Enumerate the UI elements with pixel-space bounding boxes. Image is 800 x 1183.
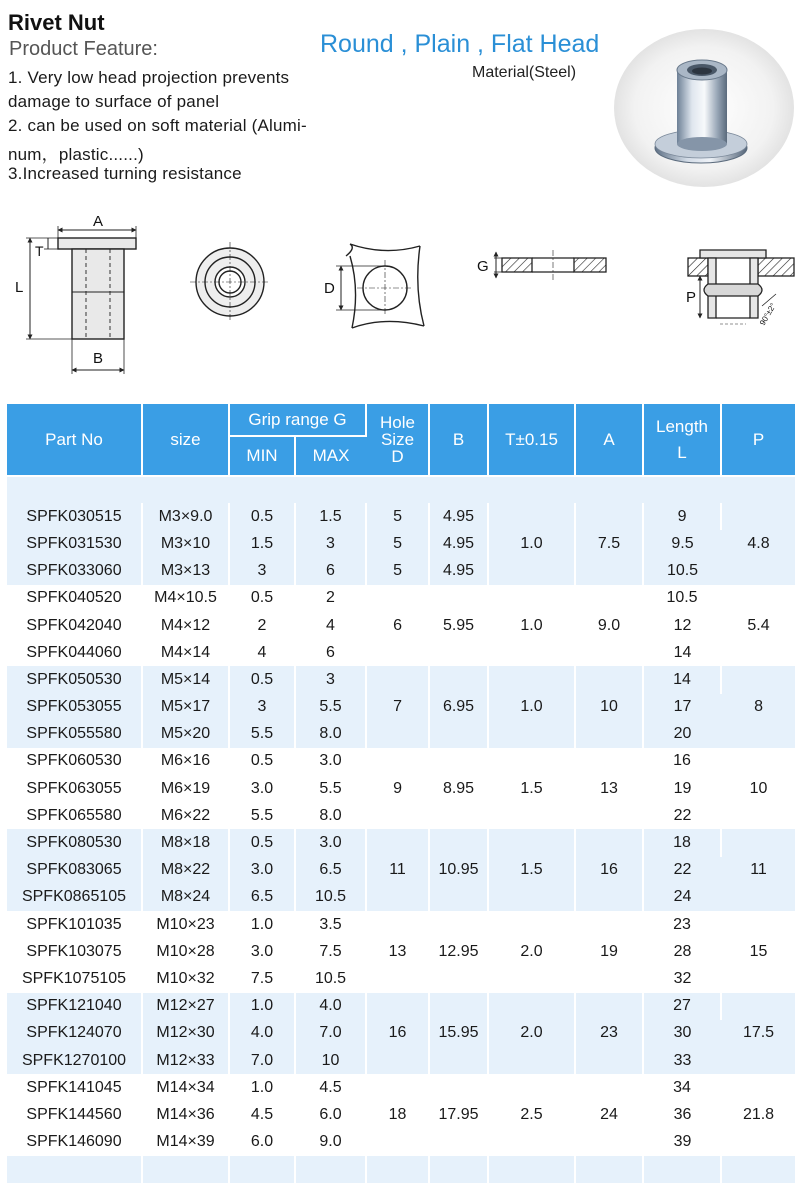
cell-t: 1.5 (488, 748, 575, 830)
product-subtitle: Round , Plain , Flat Head (320, 30, 600, 58)
cell-size: M3×13 (142, 558, 229, 585)
cell-p: 17.5 (721, 993, 795, 1075)
cell-length: 39 (643, 1129, 721, 1156)
cell-p: 10 (721, 748, 795, 830)
cell-size: M12×27 (142, 993, 229, 1020)
cell-length: 28 (643, 938, 721, 965)
rivet-nut-photo (613, 28, 795, 188)
cell-length: 36 (643, 1101, 721, 1128)
cell-grip-max: 3.5 (295, 911, 366, 938)
dim-label-t: T (35, 243, 44, 259)
table-end-row (7, 1156, 795, 1183)
grip-section-drawing (494, 250, 606, 280)
cell-part-no: SPFK141045 (7, 1074, 142, 1101)
cell-size: M6×16 (142, 748, 229, 775)
cell-size: M6×22 (142, 802, 229, 829)
cell-size: M5×17 (142, 694, 229, 721)
header-hole-line3: D (391, 447, 404, 466)
cell-grip-min: 0.5 (229, 585, 295, 612)
cell-grip-min: 5.5 (229, 721, 295, 748)
header-b: B (429, 404, 488, 476)
cell-b: 4.95 (429, 558, 488, 585)
cell-hole-size: 9 (366, 748, 429, 830)
cell-size: M14×36 (142, 1101, 229, 1128)
cell-part-no: SPFK083065 (7, 857, 142, 884)
header-grip-max: MAX (295, 436, 366, 476)
spec-table (7, 404, 795, 1183)
table-row (7, 558, 795, 585)
cell-size: M10×32 (142, 965, 229, 992)
table-row (7, 585, 795, 612)
header-a: A (575, 404, 643, 476)
cell-part-no: SPFK124070 (7, 1020, 142, 1047)
cell-b: 4.95 (429, 503, 488, 530)
cell-part-no: SPFK033060 (7, 558, 142, 585)
cell-length: 9 (643, 503, 721, 530)
cell-hole-size: 7 (366, 666, 429, 748)
cell-size: M14×34 (142, 1074, 229, 1101)
cell-grip-max: 4.5 (295, 1074, 366, 1101)
cell-part-no: SPFK121040 (7, 993, 142, 1020)
cell-grip-min: 3.0 (229, 775, 295, 802)
cell-length: 34 (643, 1074, 721, 1101)
table-row (7, 993, 795, 1020)
header-length-line2: L (677, 442, 687, 462)
cell-a: 24 (575, 1074, 643, 1156)
feature-heading: Product Feature: (9, 38, 158, 60)
cell-b: 8.95 (429, 748, 488, 830)
cell-grip-min: 1.0 (229, 993, 295, 1020)
cell-grip-max: 5.5 (295, 694, 366, 721)
cell-p: 5.4 (721, 585, 795, 667)
table-row (7, 530, 795, 557)
cell-grip-max: 4.0 (295, 993, 366, 1020)
cell-part-no: SPFK146090 (7, 1129, 142, 1156)
header-hole-line2: Size (380, 430, 415, 449)
cell-hole-size: 6 (366, 585, 429, 667)
technical-drawings (0, 200, 800, 390)
cell-part-no: SPFK044060 (7, 639, 142, 666)
cell-length: 24 (643, 884, 721, 911)
cell-part-no: SPFK065580 (7, 802, 142, 829)
header-hole-line1: Hole (380, 413, 415, 432)
cell-grip-min: 7.5 (229, 965, 295, 992)
cell-part-no: SPFK101035 (7, 911, 142, 938)
cell-part-no: SPFK031530 (7, 530, 142, 557)
cell-part-no: SPFK042040 (7, 612, 142, 639)
cell-grip-min: 3 (229, 558, 295, 585)
feature-line: 2. can be used on soft material (Alumi- (8, 116, 307, 135)
cell-grip-max: 3.0 (295, 829, 366, 856)
cell-p: 4.8 (721, 503, 795, 585)
cell-length: 19 (643, 775, 721, 802)
dim-label-a: A (93, 213, 104, 230)
cell-grip-min: 0.5 (229, 666, 295, 693)
table-row (7, 829, 795, 856)
cell-grip-max: 6 (295, 639, 366, 666)
cell-length: 10.5 (643, 558, 721, 585)
cell-grip-min: 3.0 (229, 857, 295, 884)
cell-part-no: SPFK1270100 (7, 1047, 142, 1074)
cell-b: 12.95 (429, 911, 488, 993)
cell-length: 16 (643, 748, 721, 775)
cell-length: 27 (643, 993, 721, 1020)
cell-t: 1.0 (488, 666, 575, 748)
cell-length: 20 (643, 721, 721, 748)
cell-grip-max: 10.5 (295, 884, 366, 911)
cell-length: 10.5 (643, 585, 721, 612)
header-part-no: Part No (7, 404, 142, 476)
cell-size: M14×39 (142, 1129, 229, 1156)
cell-grip-min: 6.5 (229, 884, 295, 911)
cell-hole-size: 5 (366, 530, 429, 557)
cell-grip-max: 7.0 (295, 1020, 366, 1047)
panel-hole-drawing (336, 244, 424, 328)
cell-length: 18 (643, 829, 721, 856)
cell-length: 9.5 (643, 530, 721, 557)
cell-grip-min: 1.5 (229, 530, 295, 557)
cell-grip-max: 1.5 (295, 503, 366, 530)
header-hole-size (366, 404, 429, 476)
feature-line: damage to surface of panel (8, 92, 220, 111)
cell-size: M12×33 (142, 1047, 229, 1074)
cell-grip-min: 2 (229, 612, 295, 639)
cell-t: 1.5 (488, 829, 575, 911)
table-row (7, 748, 795, 775)
cell-size: M4×14 (142, 639, 229, 666)
cell-hole-size: 16 (366, 993, 429, 1075)
cell-size: M8×24 (142, 884, 229, 911)
cell-a: 7.5 (575, 503, 643, 585)
cell-part-no: SPFK055580 (7, 721, 142, 748)
cell-grip-max: 6.5 (295, 857, 366, 884)
cell-grip-max: 10 (295, 1047, 366, 1074)
cell-grip-max: 3.0 (295, 748, 366, 775)
cell-b: 15.95 (429, 993, 488, 1075)
cell-b: 5.95 (429, 585, 488, 667)
header-grip-min: MIN (229, 436, 295, 476)
cell-grip-min: 3.0 (229, 938, 295, 965)
cell-a: 9.0 (575, 585, 643, 667)
cell-size: M12×30 (142, 1020, 229, 1047)
dim-label-p: P (686, 289, 697, 306)
cell-a: 10 (575, 666, 643, 748)
dim-label-d: D (324, 280, 335, 297)
cell-grip-min: 0.5 (229, 748, 295, 775)
cell-part-no: SPFK080530 (7, 829, 142, 856)
cell-t: 2.0 (488, 911, 575, 993)
cell-length: 22 (643, 802, 721, 829)
cell-length: 17 (643, 694, 721, 721)
cell-grip-max: 6.0 (295, 1101, 366, 1128)
cell-grip-max: 7.5 (295, 938, 366, 965)
cell-part-no: SPFK063055 (7, 775, 142, 802)
cell-size: M10×28 (142, 938, 229, 965)
feature-line: num，plastic......) (8, 145, 144, 164)
cell-grip-min: 5.5 (229, 802, 295, 829)
cell-a: 13 (575, 748, 643, 830)
header-length-line1: Length (656, 416, 709, 436)
cell-grip-max: 2 (295, 585, 366, 612)
cell-grip-min: 6.0 (229, 1129, 295, 1156)
cell-part-no: SPFK144560 (7, 1101, 142, 1128)
cell-t: 1.0 (488, 585, 575, 667)
cell-part-no: SPFK040520 (7, 585, 142, 612)
cell-grip-max: 3 (295, 530, 366, 557)
feature-line: 3.Increased turning resistance (8, 164, 242, 183)
cell-p: 11 (721, 829, 795, 911)
cell-grip-min: 4.5 (229, 1101, 295, 1128)
cell-hole-size: 18 (366, 1074, 429, 1156)
cell-grip-max: 9.0 (295, 1129, 366, 1156)
cell-part-no: SPFK060530 (7, 748, 142, 775)
cell-part-no: SPFK030515 (7, 503, 142, 530)
cell-size: M6×19 (142, 775, 229, 802)
material-label: Material(Steel) (472, 64, 577, 81)
dim-label-l: L (15, 279, 24, 296)
cell-size: M4×10.5 (142, 585, 229, 612)
cell-t: 2.0 (488, 993, 575, 1075)
cell-size: M3×9.0 (142, 503, 229, 530)
cell-grip-min: 7.0 (229, 1047, 295, 1074)
cell-size: M5×20 (142, 721, 229, 748)
header-length (643, 404, 721, 476)
cell-grip-max: 3 (295, 666, 366, 693)
cell-grip-max: 10.5 (295, 965, 366, 992)
cell-length: 14 (643, 666, 721, 693)
page-title: Rivet Nut (8, 10, 105, 35)
cell-grip-min: 3 (229, 694, 295, 721)
cell-grip-min: 1.0 (229, 1074, 295, 1101)
cell-size: M3×10 (142, 530, 229, 557)
header-p: P (721, 404, 795, 476)
header-size: size (142, 404, 229, 476)
cell-length: 32 (643, 965, 721, 992)
table-row (7, 503, 795, 530)
cell-hole-size: 5 (366, 503, 429, 530)
cell-grip-max: 8.0 (295, 802, 366, 829)
top-view-drawing (190, 242, 270, 322)
cell-size: M5×14 (142, 666, 229, 693)
cell-length: 22 (643, 857, 721, 884)
cell-grip-max: 5.5 (295, 775, 366, 802)
cell-grip-max: 8.0 (295, 721, 366, 748)
cell-grip-min: 4.0 (229, 1020, 295, 1047)
cell-length: 23 (643, 911, 721, 938)
cell-a: 19 (575, 911, 643, 993)
table-row (7, 1074, 795, 1101)
cell-part-no: SPFK0865105 (7, 884, 142, 911)
dim-label-angle: 90°±2° (757, 301, 778, 327)
cell-grip-min: 0.5 (229, 829, 295, 856)
cell-a: 16 (575, 829, 643, 911)
cell-size: M10×23 (142, 911, 229, 938)
cell-p: 21.8 (721, 1074, 795, 1156)
dim-label-g: G (477, 258, 489, 275)
cell-part-no: SPFK103075 (7, 938, 142, 965)
cell-size: M4×12 (142, 612, 229, 639)
cell-grip-max: 4 (295, 612, 366, 639)
cell-hole-size: 13 (366, 911, 429, 993)
cell-b: 4.95 (429, 530, 488, 557)
table-row (7, 911, 795, 938)
cell-grip-min: 4 (229, 639, 295, 666)
installed-section-drawing (688, 250, 794, 324)
cell-hole-size: 11 (366, 829, 429, 911)
cell-t: 2.5 (488, 1074, 575, 1156)
cell-length: 30 (643, 1020, 721, 1047)
cell-b: 10.95 (429, 829, 488, 911)
header-grip-range: Grip range G (229, 404, 366, 436)
cell-t: 1.0 (488, 503, 575, 585)
table-row (7, 666, 795, 693)
cell-part-no: SPFK053055 (7, 694, 142, 721)
cell-a: 23 (575, 993, 643, 1075)
cell-length: 33 (643, 1047, 721, 1074)
cell-grip-min: 0.5 (229, 503, 295, 530)
cell-grip-min: 1.0 (229, 911, 295, 938)
cell-b: 6.95 (429, 666, 488, 748)
cell-size: M8×22 (142, 857, 229, 884)
cell-part-no: SPFK050530 (7, 666, 142, 693)
cell-length: 12 (643, 612, 721, 639)
cell-p: 15 (721, 911, 795, 993)
cell-part-no: SPFK1075105 (7, 965, 142, 992)
header-t: T±0.15 (488, 404, 575, 476)
cell-length: 14 (643, 639, 721, 666)
cell-b: 17.95 (429, 1074, 488, 1156)
cell-size: M8×18 (142, 829, 229, 856)
feature-line: 1. Very low head projection prevents (8, 68, 290, 87)
table-spacer-row (7, 476, 795, 503)
cell-hole-size: 5 (366, 558, 429, 585)
cell-p: 8 (721, 666, 795, 748)
cell-grip-max: 6 (295, 558, 366, 585)
dim-label-b: B (93, 350, 104, 367)
